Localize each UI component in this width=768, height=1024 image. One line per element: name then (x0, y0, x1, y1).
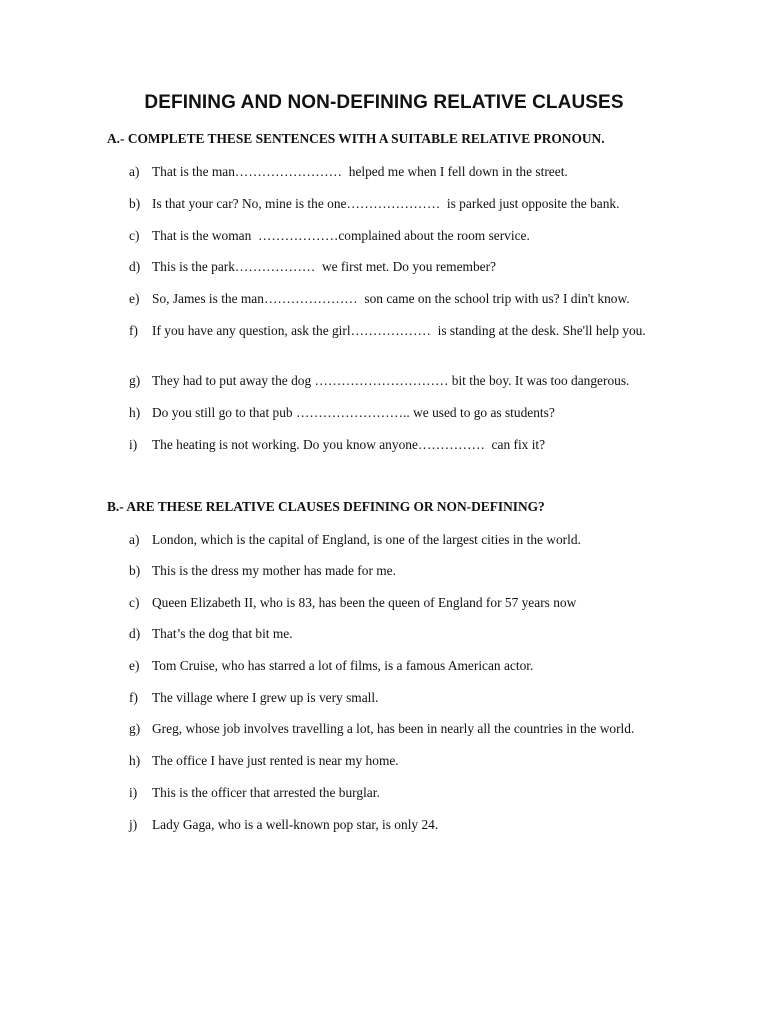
list-item-b-e (129, 656, 669, 675)
list-item-b-j (129, 815, 669, 834)
list-item-a-h (129, 403, 669, 422)
list-item-b-b (129, 561, 669, 580)
list-item-b-h (129, 751, 669, 770)
page-title: DEFINING AND NON-DEFINING RELATIVE CLAUSES (144, 92, 624, 113)
item-text: The heating is not working. Do you know anyone…………… can fix it? (152, 437, 546, 452)
list-item-a-i (129, 435, 669, 454)
item-marker: i) (129, 437, 138, 452)
list-item-b-f (129, 688, 669, 707)
item-marker: d) (129, 259, 141, 274)
item-text: Tom Cruise, who has starred a lot of films, is a famous American actor. (152, 658, 534, 673)
item-text: This is the officer that arrested the burglar. (152, 785, 380, 800)
item-marker: e) (129, 658, 140, 673)
item-text: That’s the dog that bit me. (152, 626, 293, 641)
item-text: That is the woman ………………complained about the room service. (152, 228, 530, 243)
item-text: The office I have just rented is near my home. (152, 753, 399, 768)
item-marker: a) (129, 164, 140, 179)
list-item-b-i (129, 783, 669, 802)
list-item-a-f (129, 321, 669, 340)
item-marker: g) (129, 373, 141, 388)
list-item-a-b (129, 194, 669, 213)
item-text: This is the park……………… we first met. Do you remember? (152, 259, 496, 274)
list-item-a-c (129, 226, 669, 245)
item-marker: b) (129, 196, 141, 211)
item-marker: d) (129, 626, 141, 641)
item-marker: g) (129, 721, 141, 736)
item-text: So, James is the man………………… son came on the school trip with us? I din't know. (152, 291, 630, 306)
item-marker: f) (129, 323, 138, 338)
list-item-b-g (129, 719, 669, 738)
item-text: This is the dress my mother has made for me. (152, 563, 396, 578)
item-marker: f) (129, 690, 138, 705)
item-marker: c) (129, 228, 140, 243)
item-text: Is that your car? No, mine is the one………………… is parked just opposite the bank. (152, 196, 620, 211)
section-a-heading: A.- COMPLETE THESE SENTENCES WITH A SUITABLE RELATIVE PRONOUN. (107, 131, 605, 146)
list-item-b-c (129, 593, 669, 612)
item-text: That is the man…………………… helped me when I fell down in the street. (152, 164, 568, 179)
item-text: Queen Elizabeth II, who is 83, has been the queen of England for 57 years now (152, 595, 577, 610)
item-text: Do you still go to that pub …………………….. we used to go as students? (152, 405, 555, 420)
item-marker: c) (129, 595, 140, 610)
section-b-heading: B.- ARE THESE RELATIVE CLAUSES DEFINING OR NON-DEFINING? (107, 499, 545, 514)
list-item-a-g (129, 371, 669, 390)
list-item-a-d (129, 257, 669, 276)
item-text: They had to put away the dog ………………………… bit the boy. It was too dangerous. (152, 373, 630, 388)
list-item-b-a (129, 530, 669, 549)
item-marker: b) (129, 563, 141, 578)
list-item-a-a (129, 162, 669, 181)
item-marker: i) (129, 785, 138, 800)
item-marker: h) (129, 753, 141, 768)
item-text: London, which is the capital of England, is one of the largest cities in the world. (152, 532, 581, 547)
list-item-b-d (129, 624, 669, 643)
item-marker: j) (129, 817, 138, 832)
list-item-a-e (129, 289, 669, 308)
item-marker: h) (129, 405, 141, 420)
item-text: The village where I grew up is very small. (152, 690, 379, 705)
item-text: If you have any question, ask the girl……………… is standing at the desk. She'll help you. (152, 323, 646, 338)
item-text: Greg, whose job involves travelling a lot, has been in nearly all the countries in the world. (152, 721, 635, 736)
item-marker: e) (129, 291, 140, 306)
item-marker: a) (129, 532, 140, 547)
item-text: Lady Gaga, who is a well-known pop star, is only 24. (152, 817, 439, 832)
